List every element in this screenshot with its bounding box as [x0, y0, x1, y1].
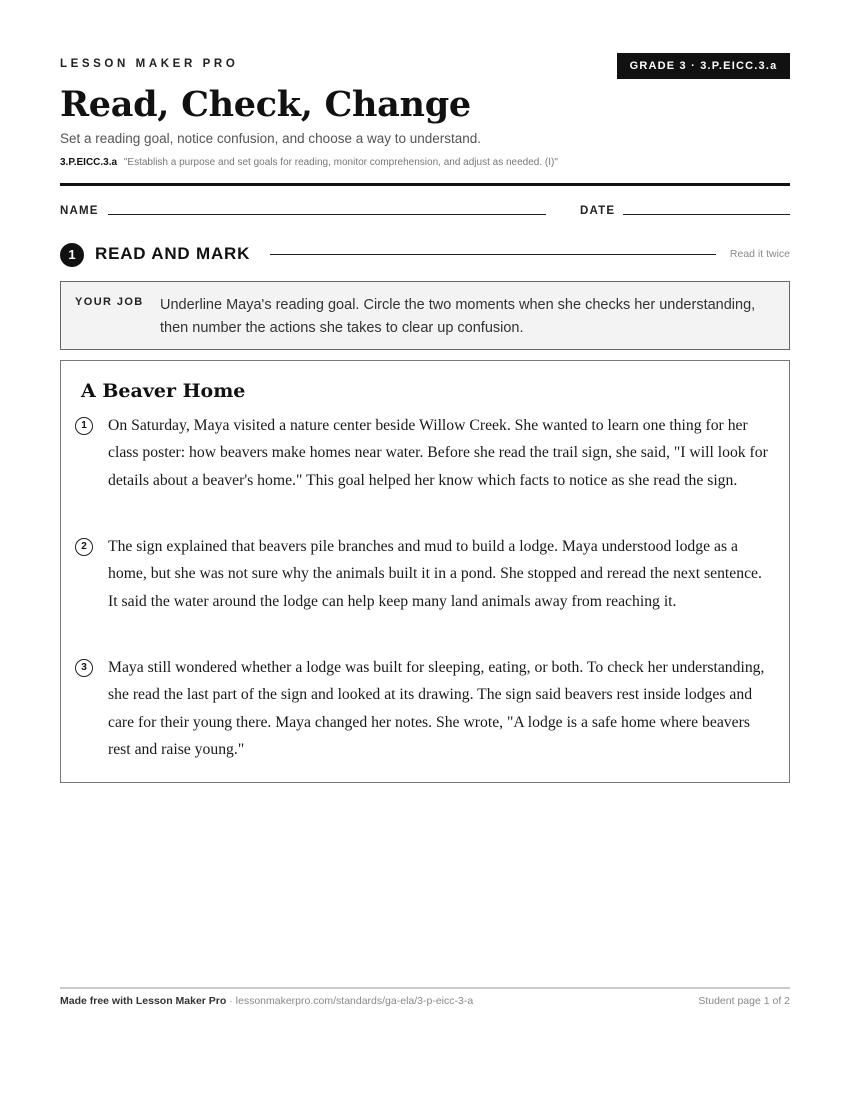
name-label: NAME — [60, 205, 99, 217]
paragraph-number: 1 — [75, 417, 93, 435]
page-title: Read, Check, Change — [60, 84, 471, 125]
paragraph-number: 3 — [75, 659, 93, 677]
section-number-badge: 1 — [60, 243, 84, 267]
paragraph-text: The sign explained that beavers pile branches and mud to build a lodge. Maya understood lodge as a home, but she was not sure why the animals built it in a pond. She stopped and reread the next sentence. It said the water around the lodge can help keep many land animals away from reaching it. — [108, 538, 762, 610]
grade-standard-badge: GRADE 3 · 3.P.EICC.3.a — [617, 53, 790, 79]
date-label: DATE — [580, 205, 616, 217]
standard-code: 3.P.EICC.3.a — [60, 157, 118, 168]
section-divider — [270, 254, 716, 255]
paragraph-text: Maya still wondered whether a lodge was built for sleeping, eating, or both. To check her understanding, she read the last part of the sign and looked at its drawing. The sign said beavers rest inside lodges and care for their young there. Maya changed her notes. She wrote, "A lodge is a safe home where beavers rest and raise young." — [108, 659, 765, 758]
page-subtitle: Set a reading goal, notice confusion, and choose a way to understand. — [60, 131, 482, 146]
instructions-text: Underline Maya's reading goal. Circle the two moments when she checks her understanding, then number the actions she takes to clear up confusion. — [160, 297, 756, 336]
paragraph-text: On Saturday, Maya visited a nature center beside Willow Creek. She wanted to learn one thing for her class poster: how beavers make homes near water. Before she read the trail sign, she said, "I will look for details about a beaver's home." This goal helped her know which facts to notice as she read the sign. — [108, 417, 768, 489]
header-divider — [60, 183, 790, 186]
paragraph-number: 2 — [75, 538, 93, 556]
instructions-box — [60, 281, 790, 350]
instructions-label: YOUR JOB — [75, 296, 144, 308]
footer-page-number: Student page 1 of 2 — [698, 995, 790, 1007]
name-field[interactable] — [108, 214, 546, 215]
standard-text: "Establish a purpose and set goals for reading, monitor comprehension, and adjust as needed. (I)" — [123, 157, 558, 168]
section-note: Read it twice — [729, 248, 790, 260]
date-field[interactable] — [623, 214, 790, 215]
footer-credit — [60, 995, 473, 1007]
footer-url[interactable]: lessonmakerpro.com/standards/ga-ela/3-p-eicc-3-a — [235, 995, 474, 1007]
footer-separator: · — [226, 995, 236, 1007]
story-title: A Beaver Home — [81, 380, 246, 402]
section-title: READ AND MARK — [95, 244, 251, 263]
story-box — [60, 360, 790, 783]
standard-line — [60, 157, 558, 168]
brand-name: LESSON MAKER PRO — [60, 58, 239, 70]
footer-made-with: Made free with Lesson Maker Pro — [60, 995, 227, 1007]
footer-divider — [60, 987, 790, 989]
